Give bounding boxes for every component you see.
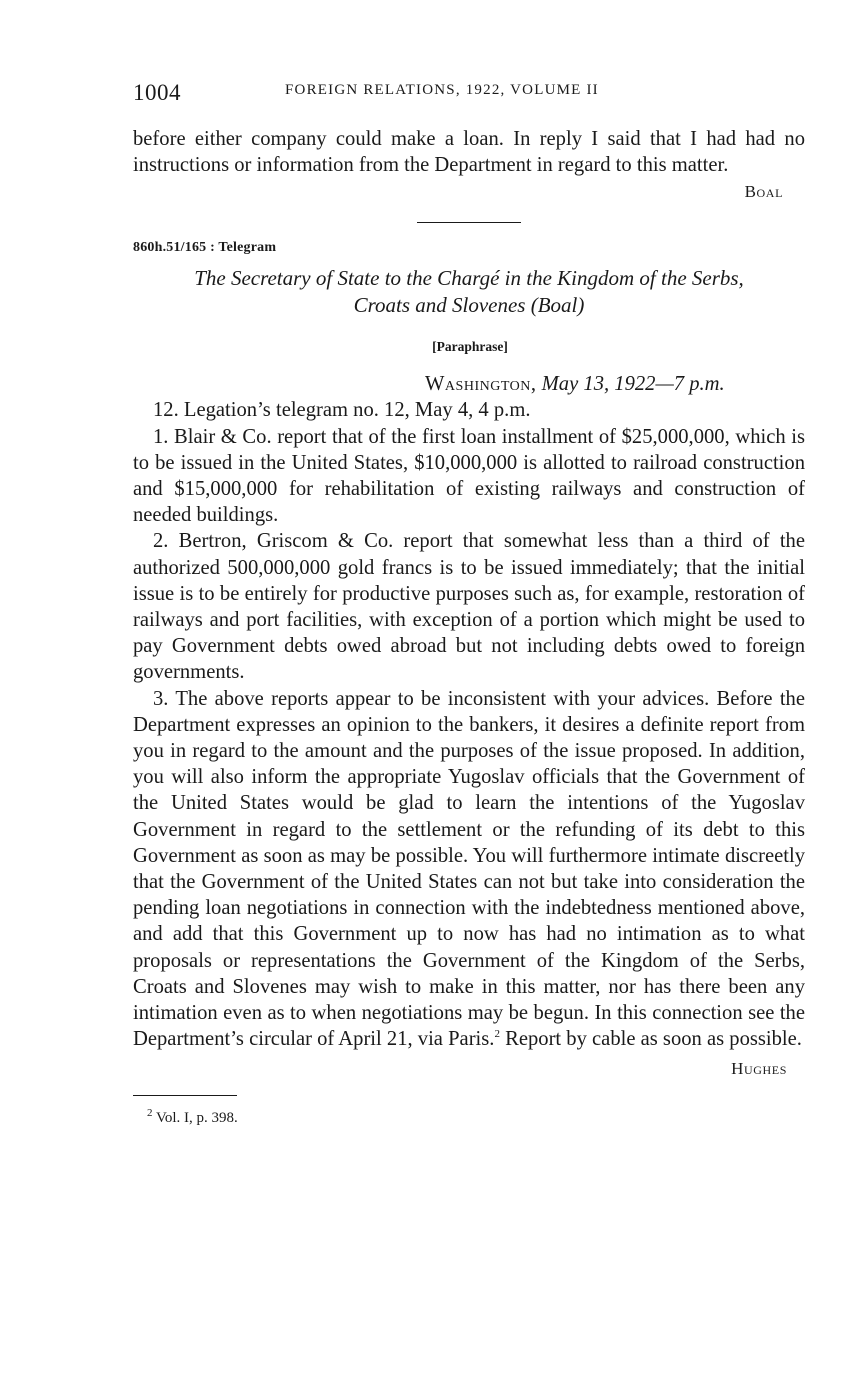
paragraph-2: 2. Bertron, Griscom & Co. report that somewhat less than a third of the authorized 500,000,000 gold francs is to be issued immediately; that the initial issue is to be entirely for productive purposes such as, for example, restoration of railways and port facilities, with exception of a portion which might be used to pay Government debts owed abroad but not including debts owed to foreign governments. <box>133 530 805 684</box>
paraphrase-label: [Paraphrase] <box>432 339 508 355</box>
paragraph-reference: 12. Legation’s telegram no. 12, May 4, 4 p.m. <box>153 399 531 422</box>
document-page <box>133 78 805 1127</box>
footnote-number: 2 <box>147 1107 153 1120</box>
document-title <box>133 265 805 319</box>
footnote-marker[interactable]: 2 <box>494 1028 500 1041</box>
title-line-2-text: Croats and Slovenes <box>353 293 526 318</box>
footnote-divider <box>133 1095 237 1096</box>
dateline-date: May 13, 1922—7 p.m. <box>541 373 725 396</box>
running-head: FOREIGN RELATIONS, 1922, VOLUME II <box>285 82 599 98</box>
paragraph-3-closing: Report by cable as soon as possible. <box>505 1028 802 1051</box>
title-line-1: The Secretary of State to the Chargé in the Kingdom of the Serbs, <box>194 266 744 291</box>
signature-boal: Boal <box>744 182 783 202</box>
continuation-paragraph: before either company could make a loan. In reply I said that I had had no instructions or information from the Department in regard to this matter. <box>133 128 805 177</box>
section-divider <box>417 222 521 223</box>
title-line-2 <box>133 292 805 319</box>
paragraph-3-text: 3. The above reports appear to be inconsistent with your advices. Before the Department expresses an opinion to the bankers, it desires a definite report from you in regard to the amount and the purposes of the issue proposed. In addition, you will also inform the appropriate Yugoslav officials that the Government of the United States would be glad to learn the intentions of the Yugoslav Government in regard to the settlement or the refunding of its debt to this Government as soon as may be possible. You will furthermore intimate discreetly that the Government of the United States can not but take into consideration the pending loan negotiations in connection with the indebtedness mentioned above, and add that this Government up to now has had no intimation as to what proposals or representations the Government of the Kingdom of the Serbs, Croats and Slovenes may wish to make in this matter, nor has there been any intimation even as to when negotiations may be begun. In this connection see the Department’s circular of April 21, via Paris. <box>133 687 805 1051</box>
paragraph-1: 1. Blair & Co. report that of the first loan installment of $25,000,000, which is to be issued in the United States, $10,000,000 is allotted to railroad construction and $15,000,000 for rehabilitation of existing railways and construction of needed buildings. <box>133 425 805 527</box>
page-number: 1004 <box>133 80 181 105</box>
footnote-text: Vol. I, p. 398. <box>155 1110 238 1127</box>
paragraph-3 <box>133 686 805 1053</box>
page-header <box>133 78 805 112</box>
dateline <box>133 371 805 397</box>
title-addressee: (Boal) <box>530 293 585 318</box>
dateline-place: Washington, <box>425 373 537 396</box>
signature-hughes: Hughes <box>731 1059 787 1079</box>
footnote <box>133 1107 805 1127</box>
file-reference: 860h.51/165 : Telegram <box>133 240 277 256</box>
